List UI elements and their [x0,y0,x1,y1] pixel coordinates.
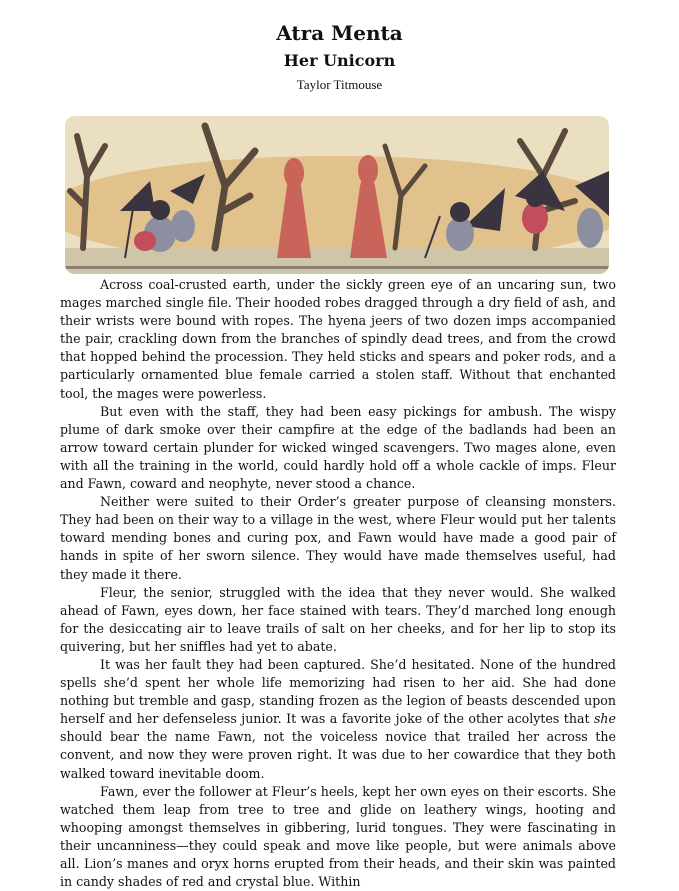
illustration-art [65,116,609,274]
author-name: Taylor Titmouse [296,77,383,92]
paragraph: But even with the staff, they had been easy pickings for ambush. The wispy plume of dark smoke over their campfire at the edge of the badlands had been an arrow toward certain plunder for wicked winged scavengers. Two mages alone, even with all the training in the world, could hardly hold off a whole cackle of imps. Fleur and Fawn, coward and neophyte, never stood a chance. [60,403,616,492]
ground-line [65,266,609,269]
story-illustration [65,116,609,274]
paragraph-text: should bear the name Fawn, not the voiceless novice that trailed her across the convent, and now they were proven right. It was due to her cowardice that they both walked toward inevitable doom. [60,729,616,781]
paragraph: Fleur, the senior, struggled with the idea that they never would. She walked ahead of Fawn, eyes down, her face stained with tears. They’d marched long enough for the desiccating air to leave trails of salt on her cheeks, and for her lip to stop its quivering, but her sniffles had yet to abate. [60,584,616,654]
story-title: Atra Menta [276,21,403,45]
paragraph: Fawn, ever the follower at Fleur’s heels, kept her own eyes on their escorts. She watched them leap from tree to tree and glide on leathery wings, hooting and whooping amongst themselves in gibbering, lurid tongues. They were fascinating in their uncanniness—they could speak and move like people, but were animals above all. Lion’s manes and oryx horns erupted from their heads, and their skin was painted in candy shades of red and crystal blue. Within [60,783,616,890]
story-body [60,276,616,891]
emphasized-word: she [593,711,616,727]
paragraph: Across coal-crusted earth, under the sickly green eye of an uncaring sun, two mages marched single file. Their hooded robes dragged through a dry field of ash, and their wrists were bound with ropes. The hyena jeers of two dozen imps accompanied the pair, crackling down from the branches of spindly dead trees, and from the crowd that hopped behind the procession. They held sticks and spears and poker rods, and a particularly ornamented blue female carried a stolen staff. Without that enchanted tool, the mages were powerless. [60,277,616,401]
story-subtitle: Her Unicorn [283,51,396,70]
paragraph [60,656,616,783]
paragraph-text: It was her fault they had been captured. She’d hesitated. None of the hundred spells she’d spent her whole life memorizing had risen to her aid. She had done nothing but tremble and gasp, standing frozen as the legion of beasts descended upon herself and her defenseless junior. It was a favorite joke of the other acolytes that [60,656,616,727]
ground [65,248,609,274]
paragraph: Neither were suited to their Order’s greater purpose of cleansing monsters. They had been on their way to a village in the west, where Fleur would put her talents toward mending bones and curing pox, and Fawn would have made a good pair of hands in spite of her sworn silence. They would have made themselves useful, had they made it there. [60,494,616,582]
